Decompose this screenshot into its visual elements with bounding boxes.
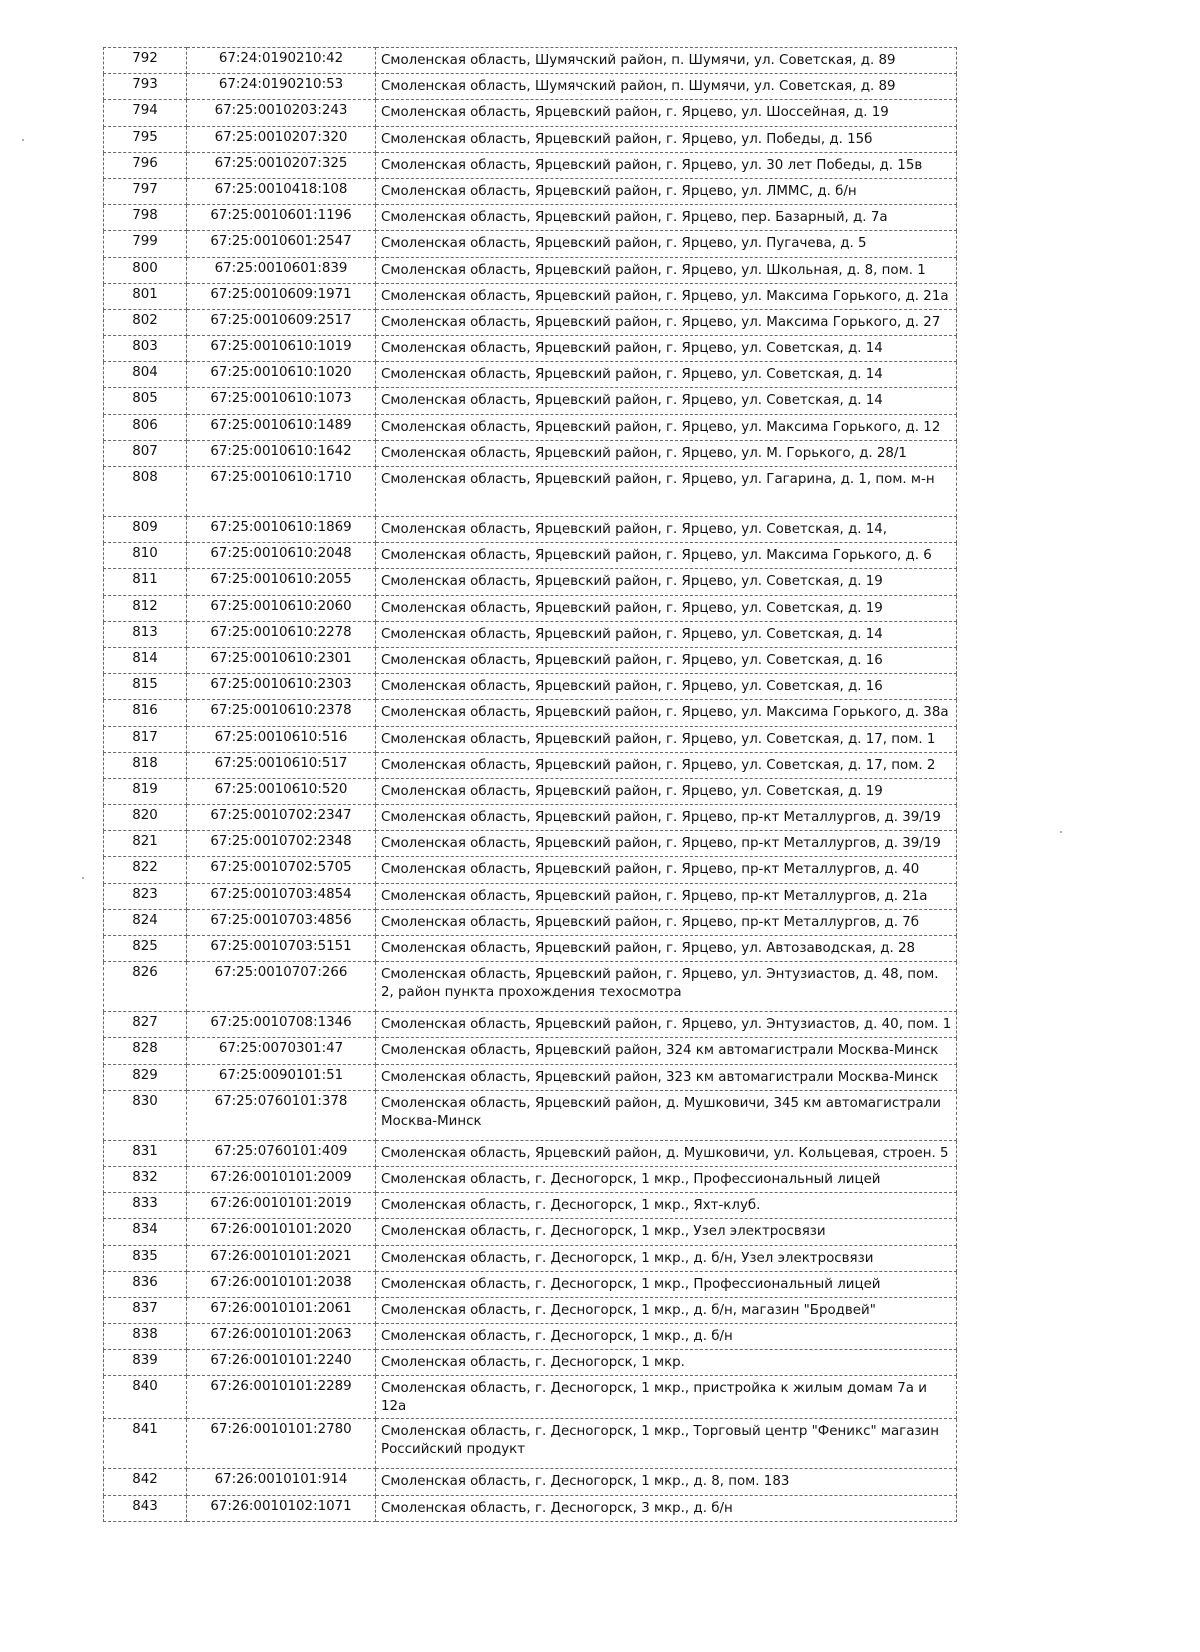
- cadastral-number-cell: 67:25:0010609:2517: [187, 309, 376, 335]
- cadastral-number-cell: 67:26:0010101:2019: [187, 1193, 376, 1219]
- table-row: [104, 621, 957, 647]
- table-row: [104, 1012, 957, 1038]
- address-cell: Смоленская область, Ярцевский район, г. Ярцево, ул. Советская, д. 19: [376, 778, 957, 804]
- row-number-cell: 813: [104, 621, 187, 647]
- table-row: [104, 1140, 957, 1166]
- row-number-cell: 838: [104, 1324, 187, 1350]
- row-number-cell: 843: [104, 1495, 187, 1521]
- row-number-cell: 830: [104, 1090, 187, 1140]
- table-row: [104, 962, 957, 1012]
- row-number-cell: 805: [104, 388, 187, 414]
- address-cell: Смоленская область, Ярцевский район, 323 км автомагистрали Москва-Минск: [376, 1064, 957, 1090]
- table-row: [104, 1038, 957, 1064]
- row-number-cell: 818: [104, 752, 187, 778]
- cadastral-number-cell: 67:26:0010101:2240: [187, 1350, 376, 1376]
- table-row: [104, 48, 957, 74]
- table-row: [104, 100, 957, 126]
- row-number-cell: 831: [104, 1140, 187, 1166]
- cadastral-number-cell: 67:26:0010101:2009: [187, 1166, 376, 1192]
- address-cell: Смоленская область, Ярцевский район, г. Ярцево, пр-кт Металлургов, д. 39/19: [376, 805, 957, 831]
- address-cell: Смоленская область, Ярцевский район, г. Ярцево, ул. Победы, д. 15б: [376, 126, 957, 152]
- cadastral-number-cell: 67:24:0190210:42: [187, 48, 376, 74]
- table-row: [104, 1495, 957, 1521]
- address-cell: Смоленская область, Ярцевский район, г. Ярцево, ул. Школьная, д. 8, пом. 1: [376, 257, 957, 283]
- scan-speck: [22, 139, 24, 141]
- row-number-cell: 825: [104, 936, 187, 962]
- table-row: [104, 517, 957, 543]
- cadastral-number-cell: 67:26:0010101:2061: [187, 1297, 376, 1323]
- address-cell: Смоленская область, Ярцевский район, д. Мушковичи, ул. Кольцевая, строен. 5: [376, 1140, 957, 1166]
- table-row: [104, 909, 957, 935]
- cadastral-number-cell: 67:25:0010703:4856: [187, 909, 376, 935]
- row-number-cell: 811: [104, 569, 187, 595]
- address-cell: Смоленская область, Ярцевский район, г. Ярцево, ул. Максима Горького, д. 12: [376, 414, 957, 440]
- address-cell: Смоленская область, г. Десногорск, 1 мкр., Узел электросвязи: [376, 1219, 957, 1245]
- cadastral-number-cell: 67:25:0010610:2301: [187, 647, 376, 673]
- table-row: [104, 1324, 957, 1350]
- address-cell: Смоленская область, Ярцевский район, г. Ярцево, пр-кт Металлургов, д. 39/19: [376, 831, 957, 857]
- cadastral-number-cell: 67:25:0010610:1710: [187, 467, 376, 517]
- address-cell: Смоленская область, Ярцевский район, г. Ярцево, ул. Советская, д. 19: [376, 569, 957, 595]
- address-cell: Смоленская область, Ярцевский район, г. Ярцево, ул. Советская, д. 14: [376, 621, 957, 647]
- row-number-cell: 821: [104, 831, 187, 857]
- cadastral-number-cell: 67:25:0010702:2348: [187, 831, 376, 857]
- row-number-cell: 819: [104, 778, 187, 804]
- row-number-cell: 801: [104, 283, 187, 309]
- address-cell: Смоленская область, Ярцевский район, г. Ярцево, ул. Советская, д. 17, пом. 2: [376, 752, 957, 778]
- table-row: [104, 283, 957, 309]
- cadastral-number-cell: 67:25:0010610:520: [187, 778, 376, 804]
- address-cell: Смоленская область, Ярцевский район, г. Ярцево, ул. Максима Горького, д. 27: [376, 309, 957, 335]
- table-row: [104, 74, 957, 100]
- table-row: [104, 362, 957, 388]
- cadastral-number-cell: 67:25:0010207:320: [187, 126, 376, 152]
- table-row: [104, 414, 957, 440]
- address-cell: Смоленская область, г. Десногорск, 1 мкр., д. б/н, магазин "Бродвей": [376, 1297, 957, 1323]
- cadastral-number-cell: 67:25:0010610:2303: [187, 674, 376, 700]
- table-row: [104, 1271, 957, 1297]
- cadastral-number-cell: 67:25:0760101:409: [187, 1140, 376, 1166]
- row-number-cell: 822: [104, 857, 187, 883]
- cadastral-number-cell: 67:26:0010101:914: [187, 1469, 376, 1495]
- address-cell: Смоленская область, Ярцевский район, г. Ярцево, пер. Базарный, д. 7а: [376, 205, 957, 231]
- row-number-cell: 823: [104, 883, 187, 909]
- address-cell: Смоленская область, Ярцевский район, г. Ярцево, ул. Советская, д. 14: [376, 388, 957, 414]
- row-number-cell: 804: [104, 362, 187, 388]
- table-row: [104, 231, 957, 257]
- address-cell: Смоленская область, Ярцевский район, г. Ярцево, ул. Советская, д. 16: [376, 647, 957, 673]
- address-cell: Смоленская область, г. Десногорск, 1 мкр., д. б/н: [376, 1324, 957, 1350]
- address-cell: Смоленская область, г. Десногорск, 1 мкр., д. 8, пом. 183: [376, 1469, 957, 1495]
- cadastral-number-cell: 67:25:0010610:516: [187, 726, 376, 752]
- address-cell: Смоленская область, Ярцевский район, г. Ярцево, ул. Советская, д. 14: [376, 336, 957, 362]
- cadastral-number-cell: 67:25:0010610:2055: [187, 569, 376, 595]
- cadastral-number-cell: 67:26:0010101:2038: [187, 1271, 376, 1297]
- cadastral-number-cell: 67:25:0010610:1869: [187, 517, 376, 543]
- address-cell: Смоленская область, Ярцевский район, г. Ярцево, ул. ЛММС, д. б/н: [376, 178, 957, 204]
- cadastral-number-cell: 67:25:0010702:2347: [187, 805, 376, 831]
- address-cell: Смоленская область, Ярцевский район, г. Ярцево, ул. Советская, д. 14: [376, 362, 957, 388]
- cadastral-number-cell: 67:25:0010610:2278: [187, 621, 376, 647]
- row-number-cell: 836: [104, 1271, 187, 1297]
- row-number-cell: 809: [104, 517, 187, 543]
- row-number-cell: 817: [104, 726, 187, 752]
- cadastral-number-cell: 67:25:0010610:1073: [187, 388, 376, 414]
- cadastral-number-cell: 67:25:0010708:1346: [187, 1012, 376, 1038]
- address-cell: Смоленская область, г. Десногорск, 1 мкр., Торговый центр "Феникс" магазин Российский продукт: [376, 1419, 957, 1469]
- row-number-cell: 834: [104, 1219, 187, 1245]
- row-number-cell: 840: [104, 1376, 187, 1419]
- table-row: [104, 467, 957, 517]
- cadastral-number-cell: 67:25:0070301:47: [187, 1038, 376, 1064]
- cadastral-number-cell: 67:25:0010703:4854: [187, 883, 376, 909]
- cadastral-number-cell: 67:25:0010601:1196: [187, 205, 376, 231]
- row-number-cell: 799: [104, 231, 187, 257]
- cadastral-number-cell: 67:25:0010610:2060: [187, 595, 376, 621]
- cadastral-number-cell: 67:25:0760101:378: [187, 1090, 376, 1140]
- address-cell: Смоленская область, Ярцевский район, г. Ярцево, ул. Автозаводская, д. 28: [376, 936, 957, 962]
- table-row: [104, 595, 957, 621]
- cadastral-number-cell: 67:25:0010610:2048: [187, 543, 376, 569]
- cadastral-number-cell: 67:25:0010707:266: [187, 962, 376, 1012]
- row-number-cell: 824: [104, 909, 187, 935]
- address-cell: Смоленская область, Ярцевский район, г. Ярцево, ул. Шоссейная, д. 19: [376, 100, 957, 126]
- row-number-cell: 802: [104, 309, 187, 335]
- row-number-cell: 835: [104, 1245, 187, 1271]
- cadastral-number-cell: 67:26:0010101:2289: [187, 1376, 376, 1419]
- cadastral-number-cell: 67:25:0010418:108: [187, 178, 376, 204]
- table-row: [104, 1297, 957, 1323]
- table-row: [104, 1193, 957, 1219]
- table-row: [104, 1219, 957, 1245]
- table-row: [104, 543, 957, 569]
- table-row: [104, 569, 957, 595]
- cadastral-number-cell: 67:25:0010609:1971: [187, 283, 376, 309]
- row-number-cell: 800: [104, 257, 187, 283]
- row-number-cell: 808: [104, 467, 187, 517]
- address-cell: Смоленская область, Ярцевский район, г. Ярцево, ул. Энтузиастов, д. 40, пом. 1: [376, 1012, 957, 1038]
- row-number-cell: 810: [104, 543, 187, 569]
- address-cell: Смоленская область, Ярцевский район, г. Ярцево, ул. Энтузиастов, д. 48, пом. 2, район пункта прохождения техосмотра: [376, 962, 957, 1012]
- cadastral-number-cell: 67:26:0010101:2780: [187, 1419, 376, 1469]
- row-number-cell: 812: [104, 595, 187, 621]
- address-cell: Смоленская область, Ярцевский район, г. Ярцево, ул. Максима Горького, д. 21а: [376, 283, 957, 309]
- address-cell: Смоленская область, г. Десногорск, 3 мкр., д. б/н: [376, 1495, 957, 1521]
- address-cell: Смоленская область, Ярцевский район, г. Ярцево, ул. Пугачева, д. 5: [376, 231, 957, 257]
- address-cell: Смоленская область, Ярцевский район, д. Мушковичи, 345 км автомагистрали Москва-Минск: [376, 1090, 957, 1140]
- address-cell: Смоленская область, г. Десногорск, 1 мкр., пристройка к жилым домам 7а и 12а: [376, 1376, 957, 1419]
- address-cell: Смоленская область, Ярцевский район, г. Ярцево, ул. Советская, д. 17, пом. 1: [376, 726, 957, 752]
- table-row: [104, 831, 957, 857]
- table-row: [104, 152, 957, 178]
- registry-table-body: [104, 48, 957, 1522]
- table-row: [104, 309, 957, 335]
- row-number-cell: 807: [104, 440, 187, 466]
- address-cell: Смоленская область, Шумячский район, п. Шумячи, ул. Советская, д. 89: [376, 48, 957, 74]
- row-number-cell: 806: [104, 414, 187, 440]
- row-number-cell: 803: [104, 336, 187, 362]
- table-row: [104, 126, 957, 152]
- row-number-cell: 833: [104, 1193, 187, 1219]
- table-row: [104, 1469, 957, 1495]
- row-number-cell: 796: [104, 152, 187, 178]
- table-row: [104, 883, 957, 909]
- row-number-cell: 795: [104, 126, 187, 152]
- table-row: [104, 1245, 957, 1271]
- row-number-cell: 827: [104, 1012, 187, 1038]
- row-number-cell: 828: [104, 1038, 187, 1064]
- table-row: [104, 857, 957, 883]
- cadastral-number-cell: 67:24:0190210:53: [187, 74, 376, 100]
- row-number-cell: 798: [104, 205, 187, 231]
- cadastral-number-cell: 67:25:0010207:325: [187, 152, 376, 178]
- row-number-cell: 842: [104, 1469, 187, 1495]
- table-row: [104, 336, 957, 362]
- table-row: [104, 388, 957, 414]
- address-cell: Смоленская область, Ярцевский район, 324 км автомагистрали Москва-Минск: [376, 1038, 957, 1064]
- address-cell: Смоленская область, Шумячский район, п. Шумячи, ул. Советская, д. 89: [376, 74, 957, 100]
- cadastral-number-cell: 67:25:0010601:839: [187, 257, 376, 283]
- address-cell: Смоленская область, Ярцевский район, г. Ярцево, ул. Советская, д. 14,: [376, 517, 957, 543]
- row-number-cell: 793: [104, 74, 187, 100]
- cadastral-number-cell: 67:26:0010101:2063: [187, 1324, 376, 1350]
- address-cell: Смоленская область, Ярцевский район, г. Ярцево, пр-кт Металлургов, д. 7б: [376, 909, 957, 935]
- address-cell: Смоленская область, Ярцевский район, г. Ярцево, ул. Советская, д. 19: [376, 595, 957, 621]
- cadastral-number-cell: 67:25:0010703:5151: [187, 936, 376, 962]
- row-number-cell: 820: [104, 805, 187, 831]
- address-cell: Смоленская область, Ярцевский район, г. Ярцево, ул. Советская, д. 16: [376, 674, 957, 700]
- address-cell: Смоленская область, г. Десногорск, 1 мкр., Профессиональный лицей: [376, 1166, 957, 1192]
- row-number-cell: 792: [104, 48, 187, 74]
- registry-table: [103, 47, 957, 1522]
- row-number-cell: 797: [104, 178, 187, 204]
- row-number-cell: 839: [104, 1350, 187, 1376]
- address-cell: Смоленская область, Ярцевский район, г. Ярцево, ул. Максима Горького, д. 38а: [376, 700, 957, 726]
- address-cell: Смоленская область, Ярцевский район, г. Ярцево, пр-кт Металлургов, д. 40: [376, 857, 957, 883]
- cadastral-number-cell: 67:25:0010610:2378: [187, 700, 376, 726]
- table-row: [104, 647, 957, 673]
- table-row: [104, 752, 957, 778]
- table-row: [104, 1419, 957, 1469]
- table-row: [104, 936, 957, 962]
- row-number-cell: 794: [104, 100, 187, 126]
- table-row: [104, 1090, 957, 1140]
- address-cell: Смоленская область, Ярцевский район, г. Ярцево, ул. 30 лет Победы, д. 15в: [376, 152, 957, 178]
- cadastral-number-cell: 67:25:0010610:1020: [187, 362, 376, 388]
- address-cell: Смоленская область, г. Десногорск, 1 мкр.: [376, 1350, 957, 1376]
- cadastral-number-cell: 67:25:0010702:5705: [187, 857, 376, 883]
- address-cell: Смоленская область, Ярцевский район, г. Ярцево, ул. М. Горького, д. 28/1: [376, 440, 957, 466]
- table-row: [104, 1064, 957, 1090]
- table-row: [104, 778, 957, 804]
- table-row: [104, 1376, 957, 1419]
- address-cell: Смоленская область, г. Десногорск, 1 мкр., д. б/н, Узел электросвязи: [376, 1245, 957, 1271]
- table-row: [104, 1166, 957, 1192]
- table-row: [104, 440, 957, 466]
- cadastral-number-cell: 67:25:0090101:51: [187, 1064, 376, 1090]
- table-row: [104, 726, 957, 752]
- row-number-cell: 837: [104, 1297, 187, 1323]
- cadastral-number-cell: 67:25:0010610:1019: [187, 336, 376, 362]
- address-cell: Смоленская область, г. Десногорск, 1 мкр., Яхт-клуб.: [376, 1193, 957, 1219]
- scan-speck: [1060, 831, 1062, 833]
- row-number-cell: 826: [104, 962, 187, 1012]
- row-number-cell: 816: [104, 700, 187, 726]
- cadastral-number-cell: 67:26:0010102:1071: [187, 1495, 376, 1521]
- row-number-cell: 829: [104, 1064, 187, 1090]
- address-cell: Смоленская область, Ярцевский район, г. Ярцево, пр-кт Металлургов, д. 21а: [376, 883, 957, 909]
- table-row: [104, 178, 957, 204]
- address-cell: Смоленская область, Ярцевский район, г. Ярцево, ул. Максима Горького, д. 6: [376, 543, 957, 569]
- row-number-cell: 815: [104, 674, 187, 700]
- cadastral-number-cell: 67:25:0010610:1642: [187, 440, 376, 466]
- row-number-cell: 841: [104, 1419, 187, 1469]
- scan-speck: [82, 877, 84, 879]
- table-row: [104, 805, 957, 831]
- cadastral-number-cell: 67:25:0010610:517: [187, 752, 376, 778]
- row-number-cell: 814: [104, 647, 187, 673]
- table-row: [104, 674, 957, 700]
- cadastral-number-cell: 67:25:0010601:2547: [187, 231, 376, 257]
- cadastral-number-cell: 67:25:0010610:1489: [187, 414, 376, 440]
- cadastral-number-cell: 67:25:0010203:243: [187, 100, 376, 126]
- cadastral-number-cell: 67:26:0010101:2020: [187, 1219, 376, 1245]
- table-row: [104, 1350, 957, 1376]
- table-row: [104, 257, 957, 283]
- cadastral-number-cell: 67:26:0010101:2021: [187, 1245, 376, 1271]
- row-number-cell: 832: [104, 1166, 187, 1192]
- address-cell: Смоленская область, Ярцевский район, г. Ярцево, ул. Гагарина, д. 1, пом. м-н: [376, 467, 957, 517]
- table-row: [104, 700, 957, 726]
- table-row: [104, 205, 957, 231]
- address-cell: Смоленская область, г. Десногорск, 1 мкр., Профессиональный лицей: [376, 1271, 957, 1297]
